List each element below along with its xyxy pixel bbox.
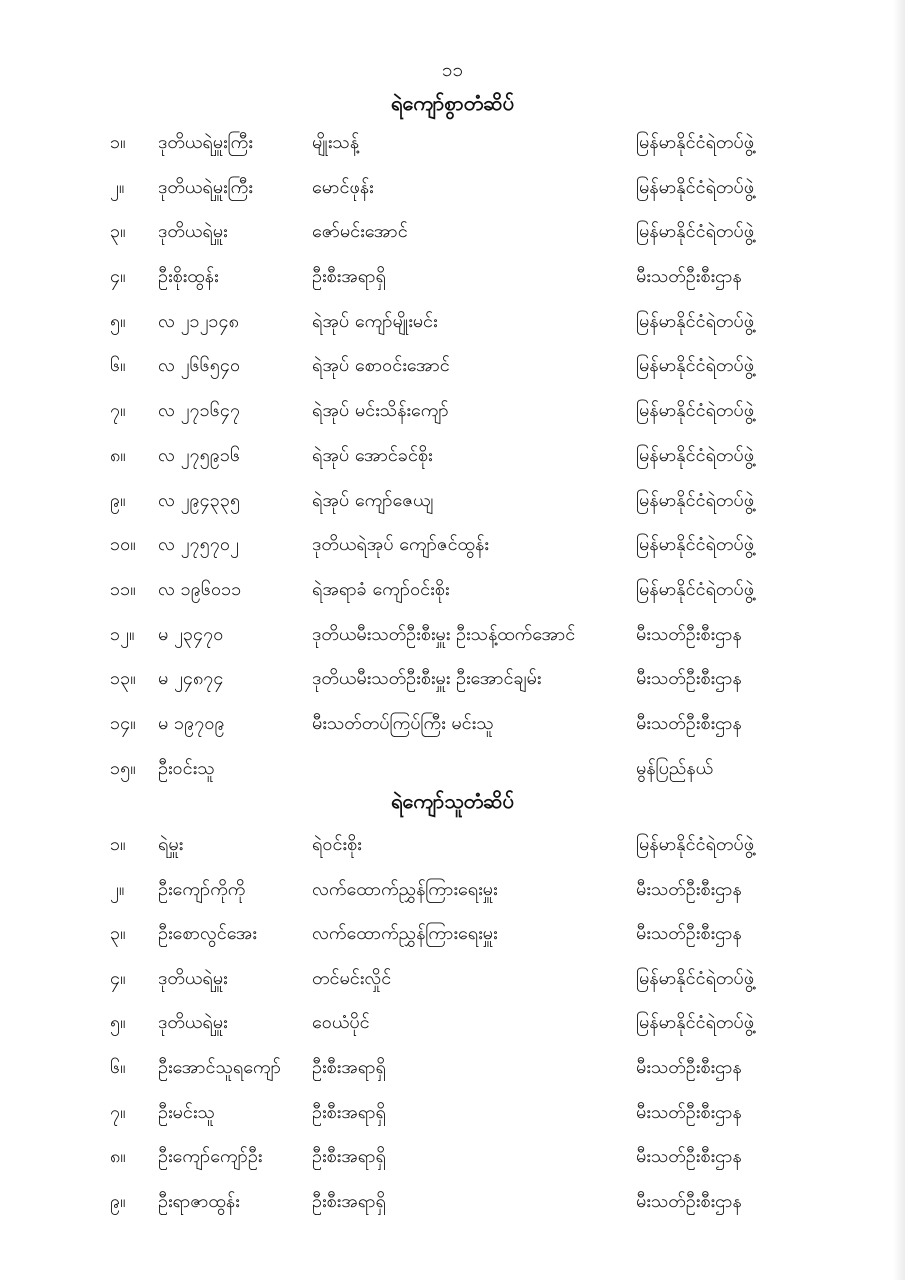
list-item <box>0 1053 905 1098</box>
item-department: မီးသတ်ဦးစီးဌာန <box>636 1146 742 1168</box>
award-list-1 <box>0 128 905 798</box>
list-item <box>0 575 905 620</box>
item-department: မီးသတ်ဦးစီးဌာန <box>636 1101 742 1123</box>
list-item <box>0 875 905 920</box>
item-department: မြန်မာနိုင်ငံရဲတပ်ဖွဲ့ <box>636 355 754 377</box>
item-number: ၉။ <box>110 1190 126 1212</box>
item-department: မြန်မာနိုင်ငံရဲတပ်ဖွဲ့ <box>636 400 754 422</box>
list-item <box>0 396 905 441</box>
item-rank-or-id: ဒုတိယရဲမှူးကြီး <box>158 176 253 198</box>
item-department: မြန်မာနိုင်ငံရဲတပ်ဖွဲ့ <box>636 489 754 511</box>
item-name: ဦးစီးအရာရှိ <box>312 1146 386 1168</box>
item-rank-or-id: ဦးကျော်ကျော်ဦး <box>158 1146 263 1168</box>
item-department: မြန်မာနိုင်ငံရဲတပ်ဖွဲ့ <box>636 578 754 600</box>
item-name: ဦးစီးအရာရှိ <box>312 1190 386 1212</box>
page-number: ၁၁ <box>441 59 464 81</box>
list-item <box>0 128 905 173</box>
item-name: ဦးစီးအရာရှိ <box>312 1056 386 1078</box>
item-department: မြန်မာနိုင်ငံရဲတပ်ဖွဲ့ <box>636 967 754 989</box>
list-item <box>0 1187 905 1232</box>
item-rank-or-id: ဦးအောင်သူရကျော် <box>158 1056 281 1078</box>
item-number: ၆။ <box>110 355 126 377</box>
item-number: ၄။ <box>110 967 126 989</box>
item-number: ၁၀။ <box>110 534 136 556</box>
item-name: ဒုတိယမီးသတ်ဦးစီးမှူး ဦးအောင်ချမ်း <box>312 668 542 690</box>
item-rank-or-id: ဒုတိယရဲမှူး <box>158 221 228 243</box>
item-department: မြန်မာနိုင်ငံရဲတပ်ဖွဲ့ <box>636 221 754 243</box>
item-rank-or-id: မ ၂၄၈၇၄ <box>158 668 224 690</box>
list-item <box>0 441 905 486</box>
item-department: မြန်မာနိုင်ငံရဲတပ်ဖွဲ့ <box>636 1012 754 1034</box>
item-number: ၇။ <box>110 1101 126 1123</box>
item-department: မီးသတ်ဦးစီးဌာန <box>636 1190 742 1212</box>
list-item <box>0 964 905 1009</box>
item-name: မျိုးသန့် <box>312 132 360 153</box>
item-rank-or-id: ဒုတိယရဲမှူးကြီး <box>158 132 253 153</box>
list-item <box>0 530 905 575</box>
item-department: မီးသတ်ဦးစီးဌာန <box>636 266 742 288</box>
item-number: ၅။ <box>110 1012 126 1034</box>
item-rank-or-id: လ ၂၉၄၃၃၅ <box>158 489 241 511</box>
item-rank-or-id: ဦးမင်းသူ <box>158 1101 215 1123</box>
item-number: ၈။ <box>110 1146 126 1168</box>
item-department: မီးသတ်ဦးစီးဌာန <box>636 668 742 690</box>
item-rank-or-id: လ ၂၆၆၅၄၀ <box>158 355 241 377</box>
item-number: ၁။ <box>110 834 126 855</box>
item-rank-or-id: ဒုတိယရဲမှူး <box>158 1012 228 1034</box>
award-list-2 <box>0 830 905 1231</box>
item-rank-or-id: ဒုတိယရဲမှူး <box>158 967 228 989</box>
list-item <box>0 919 905 964</box>
item-number: ၂။ <box>110 878 125 900</box>
item-name: ရဲအုပ် အောင်ခင်စိုး <box>312 444 433 466</box>
list-item <box>0 173 905 218</box>
item-rank-or-id: မ ၂၃၄၇၀ <box>158 623 224 645</box>
item-name: လက်ထောက်ညွှန်ကြားရေးမှူး <box>312 923 498 945</box>
item-name: ရဲအုပ် ကျော်မျိုးမင်း <box>312 310 438 332</box>
item-number: ၄။ <box>110 266 126 288</box>
list-item <box>0 307 905 352</box>
list-item <box>0 830 905 875</box>
item-number: ၃။ <box>110 923 126 945</box>
item-name: ဒုတိယရဲအုပ် ကျော်ဇင်ထွန်း <box>312 534 489 556</box>
item-rank-or-id: ဦးကျော်ကိုကို <box>158 878 246 900</box>
item-name: ဇော်မင်းအောင် <box>312 221 408 243</box>
list-item <box>0 217 905 262</box>
item-rank-or-id: လ ၂၇၅၉၁၆ <box>158 444 241 466</box>
item-department: မီးသတ်ဦးစီးဌာန <box>636 1056 742 1078</box>
item-number: ၃။ <box>110 221 126 243</box>
item-department: မြန်မာနိုင်ငံရဲတပ်ဖွဲ့ <box>636 132 754 153</box>
item-name: ရဲအုပ် စောဝင်းအောင် <box>312 355 450 377</box>
list-item <box>0 709 905 754</box>
item-name: ဝေယံပိုင် <box>312 1012 370 1034</box>
item-rank-or-id: လ ၂၇၁၆၄၇ <box>158 400 241 422</box>
item-name: ဦးစီးအရာရှိ <box>312 1101 386 1123</box>
item-number: ၁၂။ <box>110 623 135 645</box>
item-rank-or-id: ဦးစောလွင်အေး <box>158 923 257 945</box>
item-name: မောင်ဖုန်း <box>312 176 374 198</box>
item-rank-or-id: ဦးရာဇာထွန်း <box>158 1190 240 1212</box>
item-name: လက်ထောက်ညွှန်ကြားရေးမှူး <box>312 878 498 900</box>
item-name: ရဲအုပ် ကျော်ဇေယျ <box>312 489 434 511</box>
item-rank-or-id: ရဲမှူး <box>158 834 184 855</box>
item-name: ဒုတိယမီးသတ်ဦးစီးမှူး ဦးသန့်ထက်အောင် <box>312 623 576 645</box>
list-item <box>0 351 905 396</box>
list-item <box>0 664 905 709</box>
item-department: မီးသတ်ဦးစီးဌာန <box>636 712 742 734</box>
item-rank-or-id: လ ၂၁၂၁၄၈ <box>158 310 239 332</box>
item-department: မြန်မာနိုင်ငံရဲတပ်ဖွဲ့ <box>636 176 754 198</box>
list-item <box>0 1008 905 1053</box>
section-title-police-valor: ရဲကျော်စွာတံဆိပ် <box>391 91 514 115</box>
item-department: မီးသတ်ဦးစီးဌာန <box>636 923 742 945</box>
item-number: ၁၃။ <box>110 668 136 690</box>
item-rank-or-id: လ ၂၇၅၇၀၂ <box>158 534 239 556</box>
list-item <box>0 486 905 531</box>
item-number: ၉။ <box>110 489 126 511</box>
item-rank-or-id: မ ၁၉၇၀၉ <box>158 712 225 734</box>
item-number: ၈။ <box>110 444 126 466</box>
item-rank-or-id: ဦးစိုးထွန်း <box>158 266 219 288</box>
item-name: တင်မင်းလှိုင် <box>312 967 392 989</box>
item-rank-or-id: လ ၁၉၆၀၁၁ <box>158 578 242 600</box>
item-department: မြန်မာနိုင်ငံရဲတပ်ဖွဲ့ <box>636 534 754 556</box>
item-name: ရဲအုပ် မင်းသိန်းကျော် <box>312 400 449 422</box>
item-name: ရဲဝင်းစိုး <box>312 834 362 855</box>
item-number: ၁၁။ <box>110 578 136 600</box>
item-rank-or-id: ဦးဝင်းသူ <box>158 757 215 779</box>
item-name: ဦးစီးအရာရှိ <box>312 266 386 288</box>
item-name: မီးသတ်တပ်ကြပ်ကြီး မင်းသူ <box>312 712 494 734</box>
item-number: ၁။ <box>110 132 126 153</box>
section-title-police-bravery: ရဲကျော်သူတံဆိပ် <box>391 789 514 813</box>
list-item <box>0 620 905 665</box>
item-number: ၁၄။ <box>110 712 136 734</box>
item-department: မြန်မာနိုင်ငံရဲတပ်ဖွဲ့ <box>636 444 754 466</box>
item-number: ၆။ <box>110 1056 126 1078</box>
item-number: ၅။ <box>110 310 126 332</box>
list-item <box>0 262 905 307</box>
item-department: မီးသတ်ဦးစီးဌာန <box>636 878 742 900</box>
item-department: မြန်မာနိုင်ငံရဲတပ်ဖွဲ့ <box>636 834 754 855</box>
item-number: ၇။ <box>110 400 126 422</box>
item-department: မီးသတ်ဦးစီးဌာန <box>636 623 742 645</box>
item-department: မြန်မာနိုင်ငံရဲတပ်ဖွဲ့ <box>636 310 754 332</box>
list-item <box>0 1098 905 1143</box>
item-name: ရဲအရာခံ ကျော်ဝင်းစိုး <box>312 578 450 600</box>
list-item <box>0 1142 905 1187</box>
item-number: ၂။ <box>110 176 125 198</box>
item-number: ၁၅။ <box>110 757 136 779</box>
item-department: မွန်ပြည်နယ် <box>636 757 714 779</box>
